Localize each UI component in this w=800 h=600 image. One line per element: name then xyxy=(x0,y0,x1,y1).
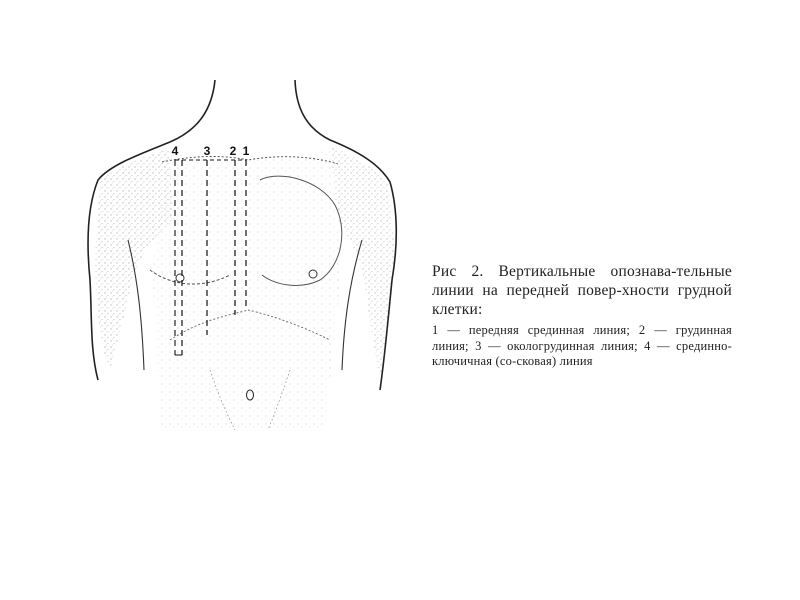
figure-caption xyxy=(432,262,732,370)
chest-diagram-svg xyxy=(80,70,420,450)
caption-legend: 1 — передняя срединная линия; 2 — грудинная линия; 3 — окологрудинная линия; 4 — срединно-ключичная (со-сковая) линия xyxy=(432,323,732,368)
line-label-2: 2 xyxy=(229,144,237,158)
chest-diagram xyxy=(80,70,420,450)
line-label-4: 4 xyxy=(171,144,179,158)
torso-shading xyxy=(152,150,342,430)
neck-outline xyxy=(170,80,330,142)
caption-title: Рис 2. Вертикальные опознава-тельные линии на передней повер-хности грудной клетки: xyxy=(432,263,732,318)
line-label-1: 1 xyxy=(242,144,250,158)
line-label-3: 3 xyxy=(203,144,211,158)
